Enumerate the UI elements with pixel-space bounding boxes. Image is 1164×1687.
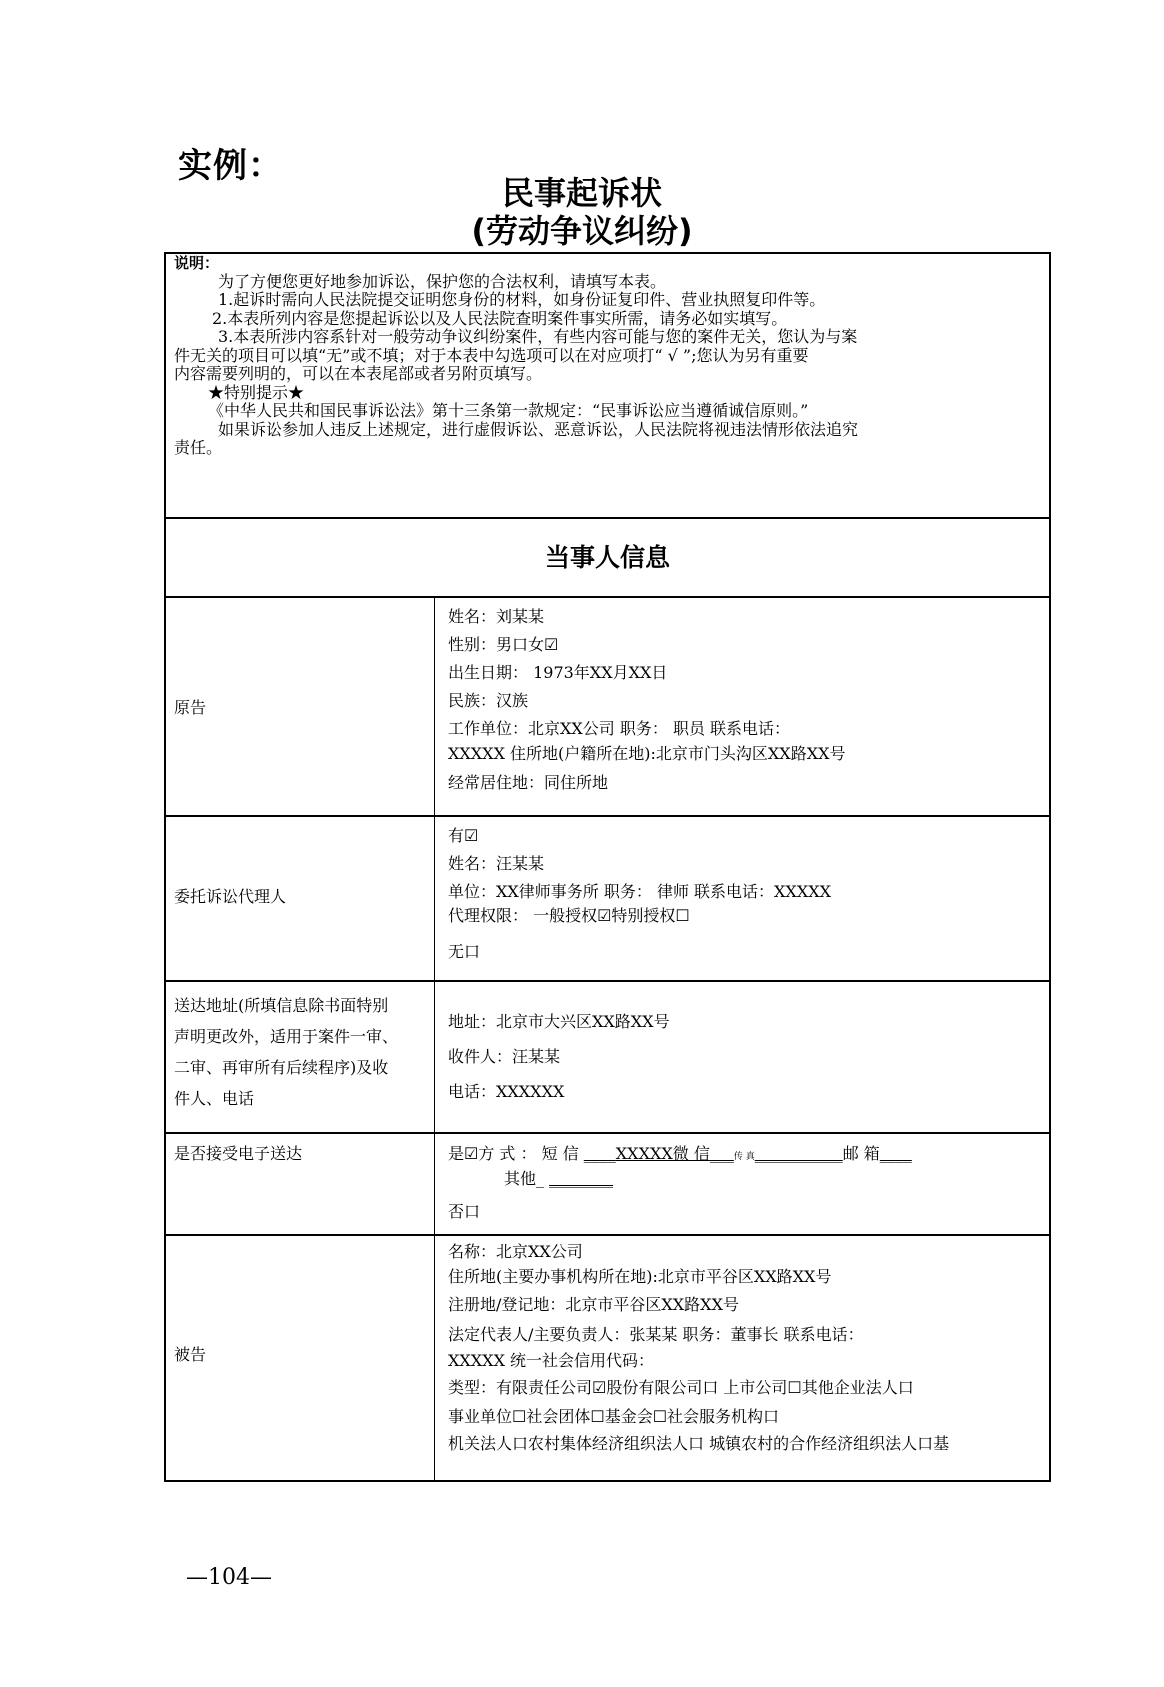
instructions-intro: 为了方便您更好地参加诉讼，保护您的合法权利，请填写本表。 (218, 271, 667, 291)
defendant-type-options[interactable]: 类型：有限责任公司☑股份有限公司口 上市公司☐其他企业法人口 (448, 1378, 914, 1397)
plaintiff-gender: 性别：男口女☑ (448, 635, 559, 654)
label-line: 声明更改外，适用于案件一审、 (174, 1027, 399, 1046)
defendant-info (448, 1240, 1048, 1458)
yes-checkbox[interactable]: 是☑方 式 ： 短 信 (448, 1144, 584, 1163)
defendant-type-options[interactable]: 事业单位☐社会团体☐基金会☐社会服务机构口 (448, 1407, 780, 1426)
row-divider (164, 1132, 1051, 1134)
row-divider (164, 596, 1051, 598)
service-address: 地址：北京市大兴区XX路XX号 (448, 1012, 670, 1031)
service-address-info (448, 1004, 1048, 1109)
plaintiff-workplace: 工作单位：北京XX公司 职务： 职员 联系电话： (448, 719, 791, 738)
row-divider (164, 517, 1051, 519)
instructions-item-2: 2.本表所列内容是您提起诉讼以及人民法院查明案件事实所需，请务必如实填写。 (212, 308, 788, 328)
agent-name: 姓名：汪某某 (448, 854, 545, 873)
fax-label: 传 真 (733, 1152, 755, 1162)
agent-none-checkbox[interactable]: 无口 (448, 942, 481, 961)
plaintiff-name: 姓名：刘某某 (448, 607, 545, 626)
column-divider (434, 597, 435, 1482)
document-title: 民事起诉状 (501, 174, 662, 212)
agent-info (448, 822, 1048, 966)
plaintiff-domicile: XXXXX 住所地(户籍所在地):北京市门头沟区XX路XX号 (448, 744, 846, 763)
example-heading: 实例： (178, 146, 283, 186)
agent-has-checkbox[interactable]: 有☑ (448, 826, 479, 845)
electronic-service-info (448, 1143, 1048, 1222)
plaintiff-residence: 经常居住地：同住所地 (448, 773, 609, 792)
defendant-name: 名称：北京XX公司 (448, 1242, 583, 1261)
agent-unit: 单位：XX律师事务所 职务： 律师 联系电话：XXXXX (448, 882, 831, 901)
row-divider (164, 980, 1051, 982)
other-label: 其他_ (504, 1169, 550, 1188)
defendant-registration: 注册地/登记地：北京市平谷区XX路XX号 (448, 1295, 739, 1314)
instructions-section (174, 254, 1034, 458)
agent-authority[interactable]: 代理权限： 一般授权☑特别授权☐ (448, 906, 690, 925)
sms-field[interactable]: ____ (583, 1144, 616, 1163)
other-method (448, 1168, 1048, 1189)
special-notice-text: 责任。 (174, 438, 223, 457)
instructions-item-1: 1.起诉时需向人民法院提交证明您身份的材料，如身份证复印件、营业执照复印件等。 (218, 290, 826, 309)
defendant-representative: 法定代表人/主要负责人：张某某 职务：董事长 联系电话： (448, 1325, 864, 1344)
plaintiff-info (448, 603, 1048, 797)
label-line: 二审、再审所有后续程序)及收 (174, 1058, 389, 1077)
label-line: 送达地址(所填信息除书面特别 (174, 996, 389, 1015)
section-title-parties: 当事人信息 (544, 543, 670, 572)
defendant-type-options[interactable]: 机关法人口农村集体经济组织法人口 城镇农村的合作经济组织法人口基 (448, 1434, 950, 1453)
service-recipient: 收件人：汪某某 (448, 1047, 561, 1066)
row-divider (164, 815, 1051, 817)
instructions-item-3: 3.本表所涉内容系针对一般劳动争议纠纷案件，有些内容可能与您的案件无关，您认为与案 (218, 327, 858, 346)
plaintiff-ethnicity: 民族：汉族 (448, 691, 529, 710)
special-notice-text: 《中华人民共和国民事诉讼法》第十三条第一款规定：“民事诉讼应当遵循诚信原则。” (208, 401, 809, 420)
wechat-field[interactable]: XXXXX微 信 (615, 1144, 710, 1163)
special-notice-text: 如果诉讼参加人违反上述规定，进行虚假诉讼、恶意诉讼，人民法院将视违法情形依法追究 (218, 419, 859, 439)
label-line: 件人、电话 (174, 1089, 255, 1108)
plaintiff-birth-date: 出生日期： 1973年XX月XX日 (448, 663, 668, 682)
document-subtitle: (劳动争议纠纷) (471, 212, 693, 250)
fax-field[interactable]: ___________ (754, 1144, 843, 1163)
instructions-label: 说明： (174, 254, 220, 272)
page-number: —104— (186, 1565, 272, 1590)
service-address-label (174, 990, 432, 1114)
instructions-item-3-cont: 内容需要列明的，可以在本表尾部或者另附页填写。 (174, 364, 543, 383)
instructions-item-3-cont: 件无关的项目可以填“无”或不填；对于本表中勾选项可以在对应项打“ √ ”;您认为另有重要 (174, 345, 809, 365)
plaintiff-label: 原告 (174, 698, 207, 717)
email-label: 邮 箱 (842, 1144, 880, 1163)
special-notice-label: ★特别提示★ (208, 382, 305, 402)
wechat-blank[interactable]: ___ (709, 1144, 734, 1163)
defendant-domicile: 住所地(主要办事机构所在地):北京市平谷区XX路XX号 (448, 1267, 832, 1286)
electronic-service-label: 是否接受电子送达 (174, 1144, 303, 1163)
email-field[interactable]: ____ (879, 1144, 912, 1163)
electronic-service-yes (448, 1143, 1048, 1168)
agent-label: 委托诉讼代理人 (174, 887, 287, 906)
service-phone: 电话：XXXXXX (448, 1082, 565, 1101)
defendant-credit-code: XXXXX 统一社会信用代码： (448, 1351, 655, 1370)
row-divider (164, 1234, 1051, 1236)
defendant-label: 被告 (174, 1345, 207, 1364)
other-field[interactable]: ________ (549, 1169, 614, 1188)
electronic-service-no-checkbox[interactable]: 否口 (448, 1202, 481, 1221)
